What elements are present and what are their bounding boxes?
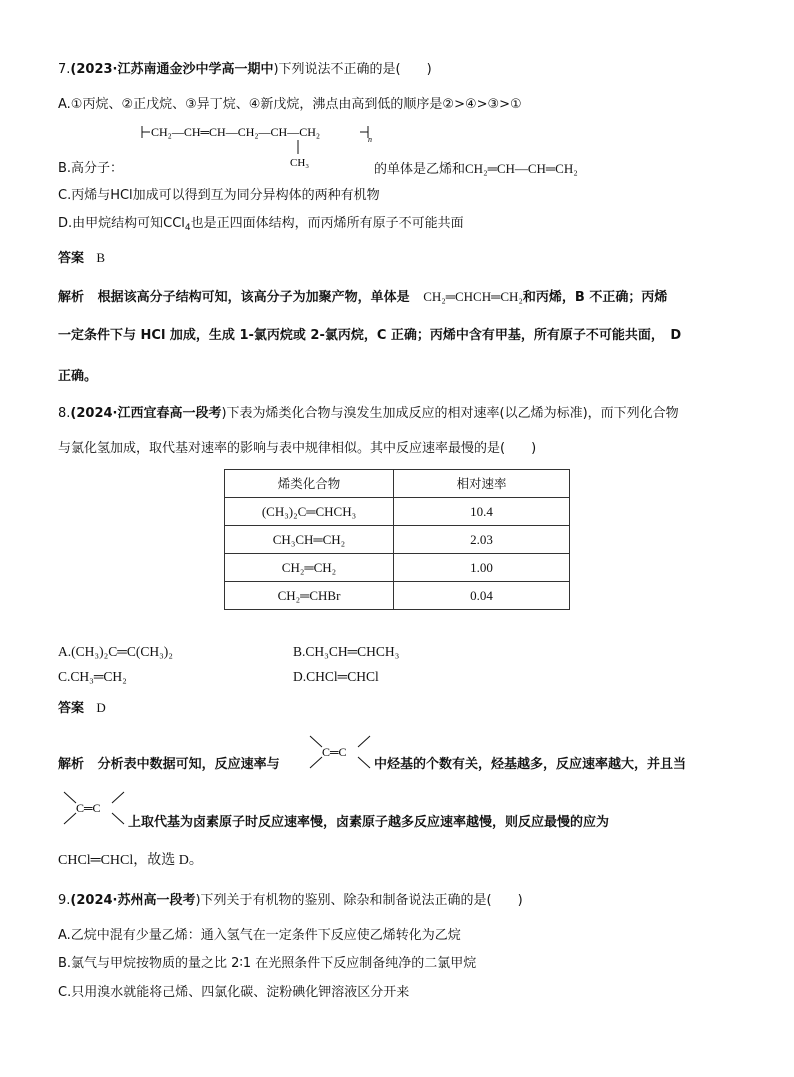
q7-option-d-b: 也是正四面体结构，而丙烯所有原子不可能共面	[190, 216, 464, 231]
alkene-symbol-text-2: C═C	[76, 801, 101, 815]
table-cell-compound: CH₂═CH₂	[225, 554, 394, 582]
q8-stem-1: )下表为烯类化合物与溴发生加成反应的相对速率(以乙烯为标准)，而下列化合物	[221, 406, 679, 421]
rate-table-header-rate: 相对速率	[394, 470, 570, 498]
q9-option-c: C.只用溴水就能将己烯、四氯化碳、淀粉碘化钾溶液区分开来	[58, 985, 410, 1000]
q7-analysis-line-1	[58, 288, 667, 307]
q7-analysis-1d: 不正确；丙烯	[589, 290, 668, 305]
q7-analysis-line-3: 正确。	[58, 369, 98, 384]
q8-analysis-line-3: CHCl═CHCl，故选 D。	[58, 853, 203, 868]
table-row	[225, 498, 570, 526]
q7-number: 7.	[58, 62, 71, 77]
q7-option-b	[58, 160, 123, 178]
q9-option-b: B.氯气与甲烷按物质的量之比 2∶1 在光照条件下反应制备纯净的二氯甲烷	[58, 956, 477, 971]
table-row	[225, 554, 570, 582]
table-row	[225, 526, 570, 554]
q8-option-c: C.CH₃═CH₂	[58, 669, 127, 684]
q7-polymer-structure	[138, 120, 378, 176]
table-cell-rate: 2.03	[394, 526, 570, 554]
q8-source: (2024·江西宜春高一段考	[70, 406, 222, 421]
q7-answer-value: B	[96, 250, 106, 265]
q8-stem-line-1	[58, 405, 679, 423]
q8-option-d: D.CHCl═CHCl	[293, 669, 379, 684]
alkene-symbol-text: C═C	[322, 745, 347, 759]
q7-stem: )下列说法不正确的是( )	[273, 62, 432, 77]
table-cell-rate: 1.00	[394, 554, 570, 582]
table-cell-compound: (CH₃)₂C═CHCH₃	[225, 498, 394, 526]
q9-option-a: A.乙烷中混有少量乙烯：通入氢气在一定条件下反应使乙烯转化为乙烷	[58, 928, 461, 943]
q8-option-a: A.(CH₃)₂C═C(CH₃)₂	[58, 644, 174, 659]
q9-source: (2024·苏州高一段考	[70, 893, 196, 908]
q8-option-b: B.CH₃CH═CHCH₃	[293, 644, 400, 659]
rate-table	[224, 469, 570, 610]
q7-polymer-chain: CH₂—CH═CH—CH₂—CH—CH₂	[151, 125, 321, 139]
q8-answer-label: 答案	[58, 701, 85, 716]
q7-option-b-suffix: 的单体是乙烯和	[374, 162, 466, 177]
q7-source: (2023·江苏南通金沙中学高一期中	[70, 62, 274, 77]
q8-analysis-line-1	[58, 756, 280, 774]
q8-number: 8.	[58, 406, 71, 421]
q9-number: 9.	[58, 893, 71, 908]
alkene-structure-icon	[62, 790, 126, 826]
q7-analysis-1c: 和丙烯，B	[522, 290, 585, 305]
q7-analysis-1a: 根据该高分子结构可知，该高分子为加聚产物，单体是	[97, 290, 410, 305]
q7-polymer-n: n	[368, 135, 372, 144]
q9-stem-line	[58, 892, 523, 910]
q7-option-b-tail	[374, 160, 578, 179]
rate-table-header-compound: 烯类化合物	[225, 470, 394, 498]
q7-polymer-branch: CH₃	[290, 157, 310, 169]
table-cell-compound: CH₃CH═CH₂	[225, 526, 394, 554]
table-cell-rate: 0.04	[394, 582, 570, 610]
q7-option-d-a: D.由甲烷结构可知CCl	[58, 216, 185, 231]
q8-answer	[58, 699, 106, 718]
q7-analysis-1b: CH₂═CHCH═CH₂	[423, 289, 523, 304]
q8-analysis-label: 解析	[58, 757, 85, 772]
q8-analysis-1a: 分析表中数据可知，反应速率与	[97, 757, 280, 772]
q9-stem: )下列关于有机物的鉴别、除杂和制备说法正确的是( )	[195, 893, 523, 908]
q7-option-c: C.丙烯与HCl加成可以得到互为同分异构体的两种有机物	[58, 188, 380, 203]
q8-analysis-line-2: 上取代基为卤素原子时反应速率慢，卤素原子越多反应速率越慢，则反应最慢的应为	[128, 815, 610, 830]
q7-option-b-monomer: CH₂═CH—CH═CH₂	[465, 161, 578, 176]
q7-analysis-line-2: 一定条件下与 HCl 加成，生成 1-氯丙烷或 2-氯丙烷，C 正确；丙烯中含有甲基，所有原子不可能共面， D	[58, 328, 682, 343]
table-cell-rate: 10.4	[394, 498, 570, 526]
q7-analysis-label: 解析	[58, 290, 85, 305]
alkene-structure-icon	[308, 734, 372, 770]
q8-stem-line-2: 与氯化氢加成，取代基对速率的影响与表中规律相似。其中反应速率最慢的是( )	[58, 441, 537, 456]
q7-stem-line	[58, 61, 432, 79]
q7-option-a: A.①丙烷、②正戊烷、③异丁烷、④新戊烷，沸点由高到低的顺序是②>④>③>①	[58, 97, 522, 112]
q7-option-d	[58, 215, 464, 233]
table-cell-compound: CH₂═CHBr	[225, 582, 394, 610]
rate-table-header	[225, 470, 570, 498]
q7-answer-label: 答案	[58, 251, 85, 266]
q7-option-b-prefix: B.高分子：	[58, 161, 124, 176]
q7-option-d-sub: 4	[184, 223, 191, 233]
q8-analysis-line-1b: 中烃基的个数有关，烃基越多，反应速率越大，并且当	[374, 757, 687, 772]
q8-answer-value: D	[96, 700, 106, 715]
q7-answer	[58, 249, 105, 268]
table-row	[225, 582, 570, 610]
